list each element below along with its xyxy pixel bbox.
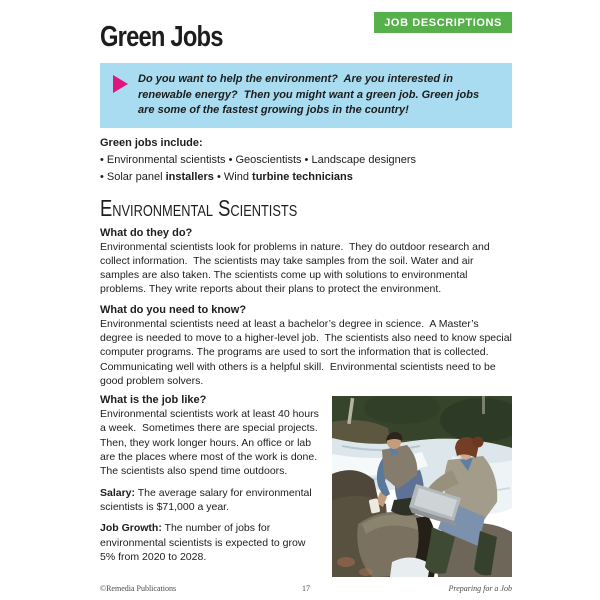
job-growth-text: Job Growth: The number of jobs for environmental scientists is expected to grow 5% from 2020 to 2028. xyxy=(100,522,309,563)
salary-label: Salary: xyxy=(100,486,136,499)
job-like-heading: What is the job like? xyxy=(100,394,207,407)
publisher-credit: ©Remedia Publications xyxy=(100,584,177,593)
job-like-body: Environmental scientists work at least 40 hours a week. Sometimes there are special projects. Then, they work longer hours. An office or lab are the places where most of the work is done. The scientists also spend time outdoors. xyxy=(100,408,322,478)
page-number: 17 xyxy=(301,584,310,593)
section-what-need-to-know xyxy=(100,303,515,388)
include-line-2: • Solar panel installers • Wind turbine technicians xyxy=(100,170,353,183)
photo-environmental-scientists xyxy=(332,396,512,577)
intro-callout-box xyxy=(100,63,512,128)
page-header xyxy=(100,12,512,54)
section-heading-environmental-scientists: Environmental Scientists xyxy=(100,194,298,221)
what-do-body: Environmental scientists look for problems in nature. They do outdoor research and collect information. The scientists may take samples from the soil. Water and air samples are also taken. The scientists come up with solutions to environmental problems. They write reports about their plans to protect the environment. xyxy=(100,240,493,296)
salary-text: Salary: The average salary for environmental scientists is $71,000 a year. xyxy=(100,486,315,513)
play-arrow-icon xyxy=(113,75,128,93)
page-footer xyxy=(100,584,512,593)
intro-text: Do you want to help the environment? Are you interested in renewable energy? Then you might want a green job. Green jobs are some of the fastest growing jobs in the country! xyxy=(138,73,483,116)
what-do-heading: What do they do? xyxy=(100,226,193,239)
green-jobs-include-list xyxy=(100,135,512,186)
job-descriptions-badge: JOB DESCRIPTIONS xyxy=(374,12,512,33)
include-line-1: • Environmental scientists • Geoscientists • Landscape designers xyxy=(100,153,417,166)
section-what-do-they-do xyxy=(100,227,512,297)
book-title: Preparing for a Job xyxy=(448,584,512,593)
job-growth-label: Job Growth: xyxy=(100,522,162,535)
page-title: Green Jobs xyxy=(100,21,223,53)
lower-block xyxy=(100,394,512,581)
need-know-body: Environmental scientists need at least a bachelor’s degree in science. A Master’s degree is needed to move to a higher-level job. The scientists also need to know special computer programs. The programs are used to sort the information that is collected. Communicating well with others is a helpful skill. Environmental scientists need to be good problem solvers. xyxy=(100,317,515,387)
stream-scientists-illustration xyxy=(332,396,512,577)
include-heading: Green jobs include: xyxy=(100,136,203,149)
need-know-heading: What do you need to know? xyxy=(100,303,247,316)
